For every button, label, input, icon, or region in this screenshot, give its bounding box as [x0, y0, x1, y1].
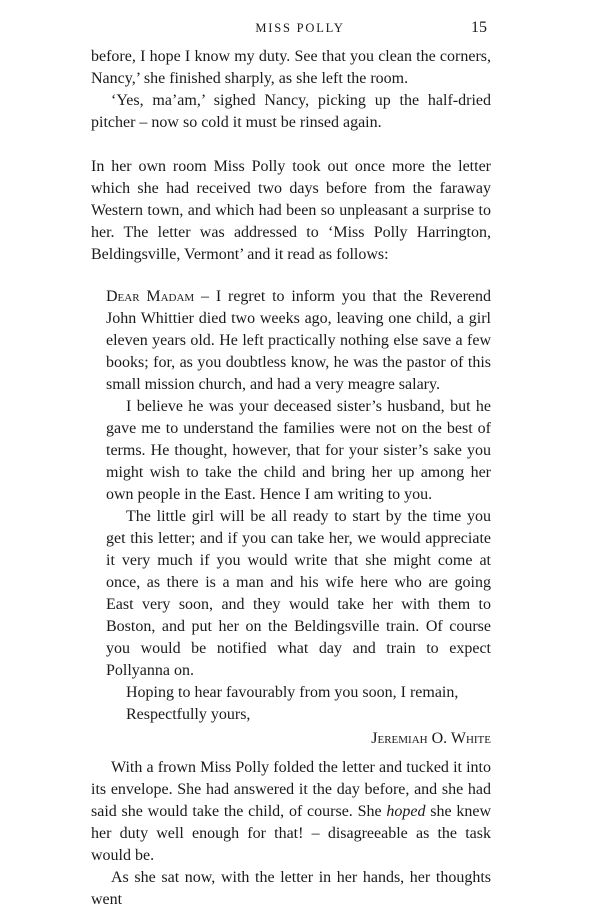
paragraph: As she sat now, with the letter in her hands, her thoughts went	[91, 869, 491, 908]
paragraph	[91, 757, 491, 867]
paragraph-text: she knew her duty well enough for that! – disagreeable as the task would be.	[91, 803, 492, 864]
letter-paragraph: The little girl will be all ready to start by the time you get this letter; and if you can take her, we would appreciate it very much if you would write that she might come at once, as there is a man and his wife here who are going East very soon, and they would take her with them to Boston, and put her on the Beldingsville train. Of course you would be notified what day and train to expect Pollyanna on.	[106, 508, 491, 679]
letter-signature: Jeremiah O. White	[371, 730, 491, 747]
quoted-letter	[106, 286, 491, 750]
letter-paragraph-text: – I regret to inform you that the Reverend John Whittier died two weeks ago, leaving one child, a girl eleven years old. He left practically nothing else save a few books; for, as you doubtless know, he was the pastor of this small mission church, and had a very meagre salary.	[106, 288, 491, 393]
body-text	[91, 46, 491, 911]
letter-paragraph	[106, 286, 491, 396]
running-head: MISS POLLY	[255, 21, 345, 35]
page-header	[0, 21, 600, 41]
paragraph: before, I hope I know my duty. See that you clean the corners, Nancy,’ she finished sharply, as she left the room.	[91, 48, 491, 87]
letter-salutation: Dear Madam	[106, 288, 195, 305]
paragraph: ‘Yes, ma’am,’ sighed Nancy, picking up the half-dried pitcher – now so cold it must be rinsed again.	[91, 92, 491, 131]
letter-closing: Hoping to hear favourably from you soon, I remain,	[126, 684, 459, 701]
paragraph: In her own room Miss Polly took out once more the letter which she had received two days before from the faraway Western town, and which had been so unpleasant a surprise to her. The letter was addressed to ‘Miss Polly Harrington, Beldingsville, Vermont’ and it read as follows:	[91, 158, 491, 263]
letter-closing: Respectfully yours,	[126, 706, 251, 723]
letter-paragraph: I believe he was your deceased sister’s husband, but he gave me to understand the families were not on the best of terms. He thought, however, that for your sister’s sake you might wish to take the child and bring her up among her own people in the East. Hence I am writing to you.	[106, 398, 491, 503]
paragraph-text: With a frown Miss Polly folded the letter and tucked it into its envelope. She had answered it the day before, and she had said she would take the child, of course. She	[91, 759, 491, 820]
emphasis: hoped	[386, 803, 426, 820]
page-number: 15	[471, 19, 487, 36]
